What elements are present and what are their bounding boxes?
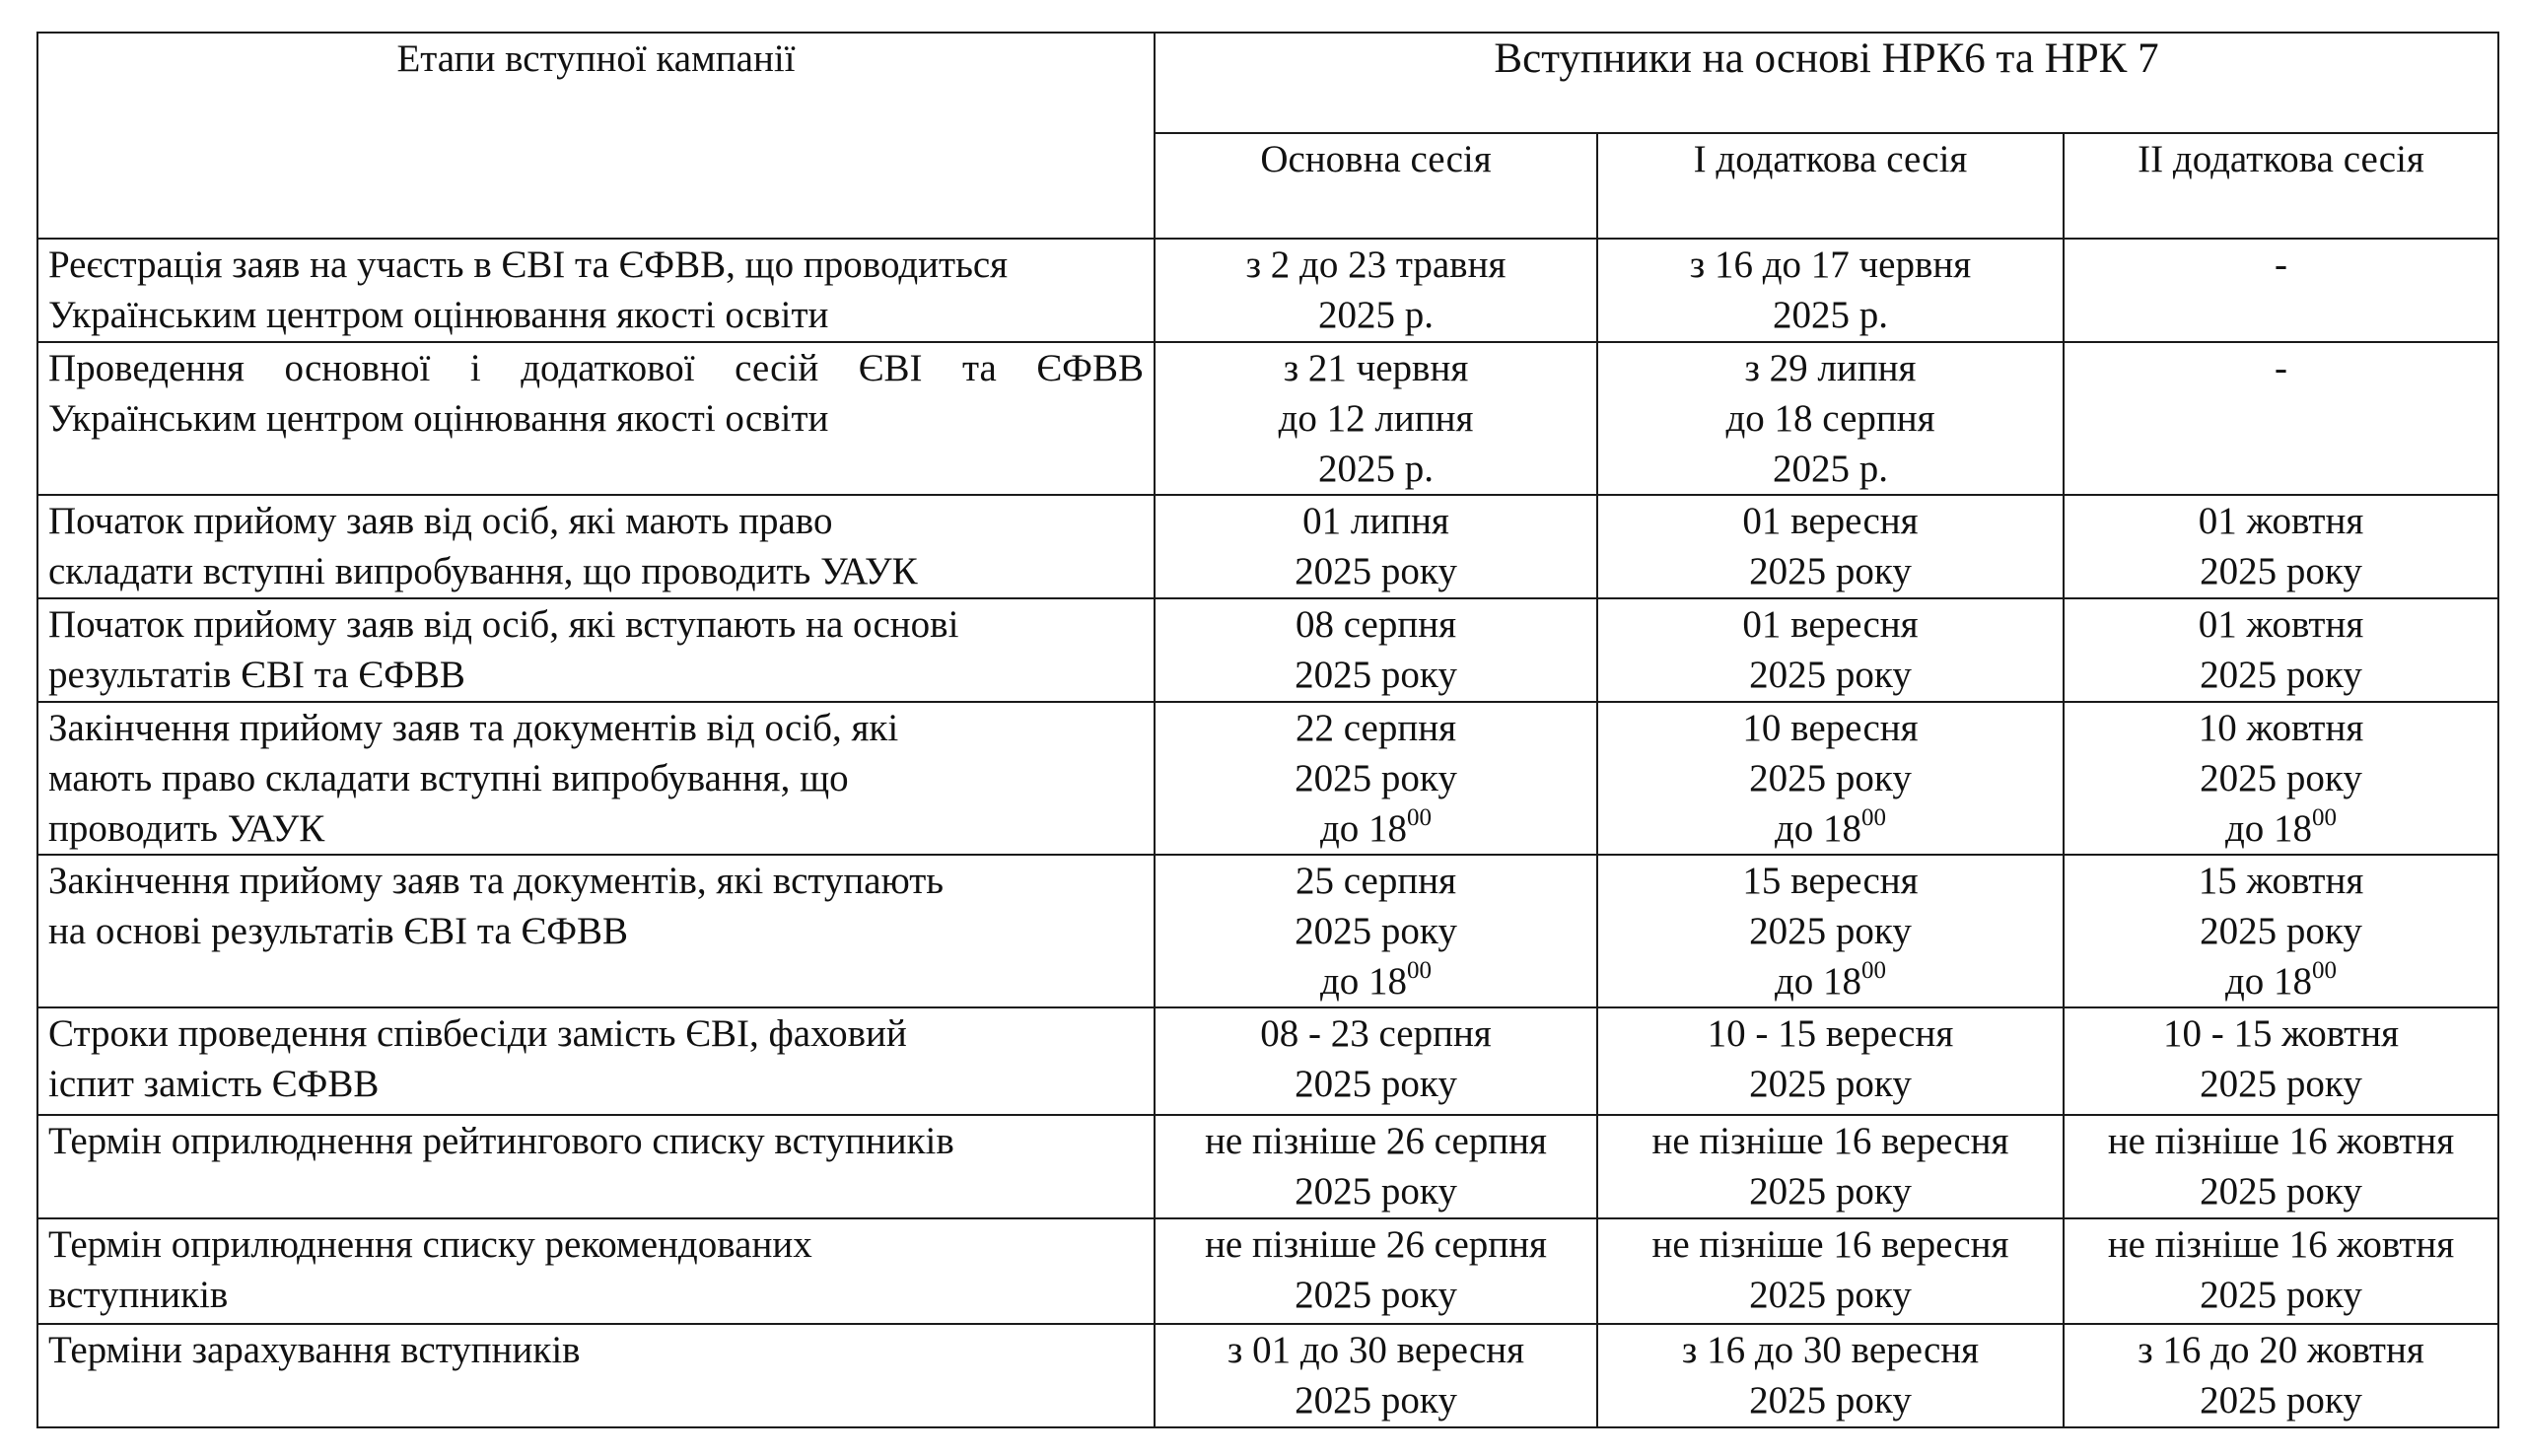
table-row — [37, 342, 2498, 495]
time-minutes: 00 — [2312, 957, 2338, 984]
first-additional-session-cell — [1597, 702, 2064, 855]
date-line: 15 вересня — [1742, 860, 1919, 902]
year-line: 2025 року — [2200, 910, 2362, 952]
stage-text-line: складати вступні випробування, що проводить УАУК — [48, 550, 918, 592]
date-line: 15 жовтня — [2198, 860, 2364, 902]
first-additional-session-cell — [1597, 598, 2064, 702]
first-additional-session-cell — [1597, 1218, 2064, 1324]
applicants-group-header: Вступники на основі НРК6 та НРК 7 — [1155, 33, 2498, 133]
stage-cell — [37, 702, 1155, 855]
date-line: з 29 липня — [1744, 347, 1917, 389]
time-minutes: 00 — [1407, 957, 1433, 984]
second-additional-session-cell — [2064, 1324, 2498, 1427]
year-line: 2025 року — [2200, 654, 2362, 696]
first-additional-session-cell — [1597, 495, 2064, 598]
first-additional-session-cell — [1597, 1324, 2064, 1427]
date-line: з 21 червня — [1283, 347, 1469, 389]
empty-dash: - — [2275, 347, 2287, 389]
stage-cell — [37, 855, 1155, 1007]
second-additional-session-cell — [2064, 1115, 2498, 1218]
year-line: 2025 р. — [1318, 294, 1434, 336]
stage-text-line: Проведення основної і додаткової сесій ЄВІ та ЄФВВ — [48, 347, 1144, 389]
stage-cell — [37, 598, 1155, 702]
admission-schedule-document — [36, 32, 2497, 1428]
year-line: 2025 року — [1295, 910, 1457, 952]
date-line: 01 липня — [1302, 500, 1449, 542]
time-minutes: 00 — [1861, 804, 1887, 831]
year-line: 2025 року — [1749, 654, 1912, 696]
first-additional-session-cell — [1597, 855, 2064, 1007]
stage-text-line: Термін оприлюднення списку рекомендованих — [48, 1223, 812, 1266]
second-additional-session-cell — [2064, 598, 2498, 702]
stage-column-header: Етапи вступної кампанії — [37, 33, 1155, 239]
year-line: 2025 року — [1749, 1063, 1912, 1105]
second-additional-session-cell — [2064, 239, 2498, 342]
main-session-cell — [1155, 495, 1597, 598]
table-row — [37, 1115, 2498, 1218]
year-line: 2025 р. — [1773, 294, 1888, 336]
main-session-cell — [1155, 342, 1597, 495]
deadline-time — [1165, 956, 1586, 1006]
year-line: 2025 року — [1749, 757, 1912, 799]
time-minutes: 00 — [1861, 957, 1887, 984]
time-prefix: до 18 — [1319, 960, 1408, 1003]
date-line: не пізніше 16 вересня — [1651, 1223, 2009, 1266]
deadline-time — [2074, 956, 2488, 1006]
year-line: 2025 року — [2200, 757, 2362, 799]
year-line: 2025 року — [1295, 1379, 1457, 1421]
time-prefix: до 18 — [1319, 807, 1408, 850]
year-line: 2025 року — [1295, 757, 1457, 799]
date-line: 08 - 23 серпня — [1260, 1012, 1492, 1055]
main-session-cell — [1155, 855, 1597, 1007]
year-line: 2025 року — [1295, 1170, 1457, 1213]
stage-text-line: вступників — [48, 1274, 229, 1316]
stage-cell — [37, 342, 1155, 495]
second-additional-session-cell — [2064, 495, 2498, 598]
second-additional-session-cell — [2064, 702, 2498, 855]
first-additional-session-cell — [1597, 239, 2064, 342]
table-row — [37, 855, 2498, 1007]
table-row — [37, 1007, 2498, 1115]
time-prefix: до 18 — [2224, 807, 2313, 850]
date-line: 10 вересня — [1742, 707, 1919, 749]
main-session-cell — [1155, 1218, 1597, 1324]
year-line: 2025 року — [1749, 1274, 1912, 1316]
year-line: 2025 року — [2200, 1379, 2362, 1421]
year-line: 2025 р. — [1773, 448, 1888, 490]
date-line: з 16 до 30 вересня — [1681, 1329, 1980, 1371]
stage-cell — [37, 1007, 1155, 1115]
deadline-time — [1608, 803, 2053, 854]
year-line: 2025 року — [1295, 1274, 1457, 1316]
second-additional-session-cell — [2064, 342, 2498, 495]
stage-text-line: Реєстрація заяв на участь в ЄВІ та ЄФВВ, що проводиться — [48, 243, 1009, 286]
date-line: до 18 серпня — [1725, 397, 1935, 440]
stage-cell — [37, 1115, 1155, 1218]
time-prefix: до 18 — [2224, 960, 2313, 1003]
date-line: з 01 до 30 вересня — [1227, 1329, 1525, 1371]
year-line: 2025 року — [2200, 1063, 2362, 1105]
main-session-cell — [1155, 702, 1597, 855]
stage-cell — [37, 1324, 1155, 1427]
table-row — [37, 239, 2498, 342]
time-prefix: до 18 — [1774, 960, 1862, 1003]
second-additional-session-cell — [2064, 1218, 2498, 1324]
stage-text-line: проводить УАУК — [48, 807, 325, 850]
date-line: до 12 липня — [1278, 397, 1474, 440]
main-session-cell — [1155, 239, 1597, 342]
stage-text-line: Терміни зарахування вступників — [48, 1329, 581, 1371]
year-line: 2025 року — [2200, 1274, 2362, 1316]
stage-cell — [37, 495, 1155, 598]
stage-cell — [37, 1218, 1155, 1324]
stage-text-line: Строки проведення співбесіди замість ЄВІ, фаховий — [48, 1012, 907, 1055]
second-additional-session-cell — [2064, 855, 2498, 1007]
deadline-time — [1165, 803, 1586, 854]
year-line: 2025 року — [1749, 550, 1912, 592]
stage-text-line: Початок прийому заяв від осіб, які мають право — [48, 500, 833, 542]
year-line: 2025 року — [1749, 910, 1912, 952]
year-line: 2025 року — [1749, 1379, 1912, 1421]
main-session-cell — [1155, 598, 1597, 702]
date-line: з 16 до 17 червня — [1689, 243, 1972, 286]
date-line: 01 жовтня — [2198, 500, 2364, 542]
year-line: 2025 року — [1295, 1063, 1457, 1105]
date-line: 08 серпня — [1295, 603, 1457, 646]
time-minutes: 00 — [2312, 804, 2338, 831]
stage-text-line: іспит замість ЄФВВ — [48, 1063, 380, 1105]
date-line: 10 - 15 вересня — [1707, 1012, 1954, 1055]
stage-text-line: Українським центром оцінювання якості освіти — [48, 294, 829, 336]
first-additional-session-cell — [1597, 1007, 2064, 1115]
first-additional-session-header: І додаткова сесія — [1597, 133, 2064, 239]
first-additional-session-cell — [1597, 342, 2064, 495]
year-line: 2025 року — [1295, 654, 1457, 696]
table-row — [37, 702, 2498, 855]
year-line: 2025 р. — [1318, 448, 1434, 490]
date-line: 25 серпня — [1295, 860, 1457, 902]
stage-text-line: на основі результатів ЄВІ та ЄФВВ — [48, 910, 629, 952]
admission-schedule-table — [36, 32, 2499, 1428]
date-line: з 2 до 23 травня — [1245, 243, 1507, 286]
stage-text-line: мають право складати вступні випробування, що — [48, 757, 849, 799]
stage-text-line: результатів ЄВІ та ЄФВВ — [48, 654, 465, 696]
first-additional-session-cell — [1597, 1115, 2064, 1218]
stage-cell — [37, 239, 1155, 342]
date-line: 01 жовтня — [2198, 603, 2364, 646]
main-session-cell — [1155, 1115, 1597, 1218]
date-line: не пізніше 16 вересня — [1651, 1120, 2009, 1162]
main-session-header: Основна сесія — [1155, 133, 1597, 239]
header-row-top — [37, 33, 2498, 133]
date-line: не пізніше 16 жовтня — [2107, 1120, 2455, 1162]
stage-text-line: Українським центром оцінювання якості освіти — [48, 397, 829, 440]
empty-dash: - — [2275, 243, 2287, 286]
table-row — [37, 598, 2498, 702]
second-additional-session-cell — [2064, 1007, 2498, 1115]
table-row — [37, 1218, 2498, 1324]
stage-text-line: Закінчення прийому заяв та документів, які вступають — [48, 860, 945, 902]
main-session-cell — [1155, 1324, 1597, 1427]
year-line: 2025 року — [1295, 550, 1457, 592]
date-line: не пізніше 26 серпня — [1205, 1120, 1547, 1162]
date-line: 01 вересня — [1742, 603, 1919, 646]
year-line: 2025 року — [2200, 1170, 2362, 1213]
year-line: 2025 року — [2200, 550, 2362, 592]
table-row — [37, 1324, 2498, 1427]
date-line: 01 вересня — [1742, 500, 1919, 542]
date-line: не пізніше 26 серпня — [1205, 1223, 1547, 1266]
date-line: з 16 до 20 жовтня — [2138, 1329, 2424, 1371]
deadline-time — [2074, 803, 2488, 854]
date-line: 10 жовтня — [2198, 707, 2364, 749]
stage-text-line: Термін оприлюднення рейтингового списку вступників — [48, 1120, 954, 1162]
deadline-time — [1608, 956, 2053, 1006]
time-prefix: до 18 — [1774, 807, 1862, 850]
second-additional-session-header: ІІ додаткова сесія — [2064, 133, 2498, 239]
stage-text-line: Закінчення прийому заяв та документів від осіб, які — [48, 707, 899, 749]
time-minutes: 00 — [1407, 804, 1433, 831]
table-row — [37, 495, 2498, 598]
year-line: 2025 року — [1749, 1170, 1912, 1213]
date-line: 22 серпня — [1295, 707, 1457, 749]
stage-text-line: Початок прийому заяв від осіб, які вступають на основі — [48, 603, 959, 646]
main-session-cell — [1155, 1007, 1597, 1115]
date-line: не пізніше 16 жовтня — [2107, 1223, 2455, 1266]
date-line: 10 - 15 жовтня — [2163, 1012, 2400, 1055]
